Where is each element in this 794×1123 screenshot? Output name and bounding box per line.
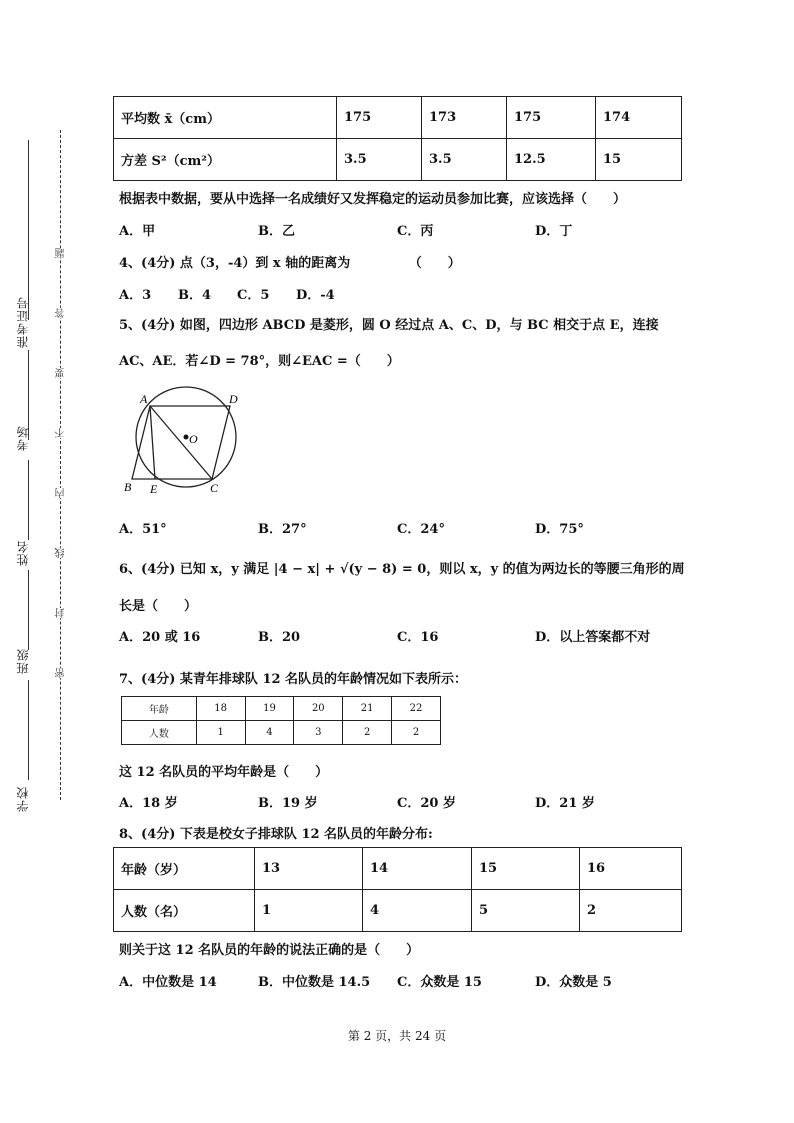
label-a: A (140, 392, 148, 406)
q8-stem: 8、(4分) 下表是校女子排球队 12 名队员的年龄分布: (119, 827, 433, 842)
stats-table (113, 96, 682, 181)
table-cell: 1 (255, 890, 363, 932)
table-row (114, 139, 682, 181)
seal-char: 内 (56, 488, 67, 498)
table-cell: 19 (245, 697, 294, 721)
q4-stem: 4、(4分) 点（3，-4）到 x 轴的距离为 （ ） (119, 256, 461, 271)
q8-age-table (113, 847, 682, 932)
table-cell: 人数 (122, 721, 197, 745)
table-cell: 14 (363, 848, 472, 890)
table-cell: 15 (472, 848, 580, 890)
q4-option-b[interactable]: B．4 (178, 288, 212, 303)
seal-char: 答 (56, 308, 67, 318)
table-cell: 3.5 (422, 139, 507, 181)
table-row (122, 721, 441, 745)
q6-option-c[interactable]: C．16 (397, 630, 439, 645)
binding-rule (28, 460, 29, 540)
page-footer: 第 2 页，共 24 页 (347, 1029, 447, 1043)
table-cell: 年龄 (122, 697, 197, 721)
table-row (114, 890, 682, 932)
binding-rule (28, 570, 29, 650)
seal-char: 要 (56, 368, 67, 378)
table-row (114, 848, 682, 890)
q4-option-a[interactable]: A．3 (119, 288, 152, 303)
segment-ac (150, 406, 212, 479)
q6-option-d[interactable]: D．以上答案都不对 (535, 630, 651, 645)
q7-stem: 7、(4分) 某青年排球队 12 名队员的年龄情况如下表所示： (119, 672, 468, 687)
binding-rule (28, 140, 29, 320)
table-cell: 5 (472, 890, 580, 932)
q5-option-a[interactable]: A．51° (119, 522, 167, 537)
table-cell: 22 (392, 697, 441, 721)
field-school: 学校 (16, 786, 30, 812)
seal-char: 密 (56, 668, 67, 678)
table-cell: 2 (580, 890, 682, 932)
table-cell: 173 (422, 97, 507, 139)
q4-option-c[interactable]: C．5 (237, 288, 270, 303)
table-cell: 2 (392, 721, 441, 745)
q8-option-a[interactable]: A．中位数是 14 (119, 975, 217, 990)
q8-option-b[interactable]: B．中位数是 14.5 (258, 975, 371, 990)
label-o: O (189, 432, 198, 446)
q7-option-b[interactable]: B．19 岁 (258, 796, 318, 811)
q4-option-d[interactable]: D．-4 (296, 288, 335, 303)
table-cell: 4 (363, 890, 472, 932)
q8-option-c[interactable]: C．众数是 15 (397, 975, 482, 990)
label-e: E (150, 482, 158, 496)
label-c: C (210, 481, 219, 495)
q7-option-a[interactable]: A．18 岁 (119, 796, 178, 811)
q7-age-table (121, 696, 441, 745)
label-b: B (124, 480, 132, 494)
field-exam-room: 考场 (16, 425, 30, 451)
table-cell: 3 (294, 721, 343, 745)
table-cell: 1 (196, 721, 245, 745)
table-cell: 4 (245, 721, 294, 745)
q3-option-a[interactable]: A．甲 (119, 224, 156, 239)
q7-question: 这 12 名队员的平均年龄是（ ） (119, 765, 329, 780)
table-cell: 3.5 (337, 139, 422, 181)
q3-stem: 根据表中数据，要从中选择一名成绩好又发挥稳定的运动员参加比赛，应该选择（ ） (119, 192, 627, 207)
q5-option-c[interactable]: C．24° (397, 522, 445, 537)
binding-rule (28, 680, 29, 780)
field-name: 姓名 (16, 540, 30, 566)
table-cell: 21 (343, 697, 392, 721)
table-cell: 13 (255, 848, 363, 890)
table-cell: 175 (507, 97, 596, 139)
q3-option-c[interactable]: C．丙 (397, 224, 434, 239)
q8-question: 则关于这 12 名队员的年龄的说法正确的是（ ） (119, 943, 420, 958)
seal-char: 题 (56, 248, 67, 258)
row-label-variance: 方差 S²（cm²） (114, 139, 337, 181)
q7-option-d[interactable]: D．21 岁 (535, 796, 595, 811)
table-row (122, 697, 441, 721)
seal-char: 线 (56, 548, 67, 558)
seal-char: 不 (56, 428, 67, 438)
table-row (114, 97, 682, 139)
rhombus-circle-figure (118, 384, 248, 500)
q6-stem-line1: 6、(4分) 已知 x，y 满足 |4 − x| + √(y − 8) = 0，则以 x，y 的值为两边长的等腰三角形的周 (119, 562, 685, 577)
table-cell: 12.5 (507, 139, 596, 181)
table-cell: 15 (596, 139, 682, 181)
q5-stem-line1: 5、(4分) 如图，四边形 ABCD 是菱形，圆 O 经过点 A、C、D，与 BC 相交于点 E，连接 (119, 318, 659, 333)
q3-option-b[interactable]: B．乙 (258, 224, 295, 239)
table-cell: 2 (343, 721, 392, 745)
segment-ae (150, 406, 155, 479)
q5-stem-line2: AC、AE．若∠D = 78°，则∠EAC =（ ） (119, 354, 400, 369)
q7-option-c[interactable]: C．20 岁 (397, 796, 456, 811)
field-class: 班级 (16, 648, 30, 674)
label-d: D (229, 392, 238, 406)
seal-line (60, 130, 61, 800)
table-cell: 16 (580, 848, 682, 890)
q3-option-d[interactable]: D．丁 (535, 224, 573, 239)
center-o (184, 435, 189, 440)
table-cell: 174 (596, 97, 682, 139)
table-cell: 18 (196, 697, 245, 721)
q8-option-d[interactable]: D．众数是 5 (535, 975, 612, 990)
q6-stem-line2: 长是（ ） (119, 599, 198, 614)
seal-char: 封 (56, 608, 67, 618)
row-label-mean: 平均数 x̄（cm） (114, 97, 337, 139)
q6-option-b[interactable]: B．20 (258, 630, 301, 645)
q6-option-a[interactable]: A．20 或 16 (119, 630, 201, 645)
table-cell: 20 (294, 697, 343, 721)
table-cell: 175 (337, 97, 422, 139)
field-exam-number: 准考证号 (16, 296, 30, 348)
table-cell: 人数（名） (114, 890, 255, 932)
table-cell: 年龄（岁） (114, 848, 255, 890)
q5-option-b[interactable]: B．27° (258, 522, 307, 537)
q5-option-d[interactable]: D．75° (535, 522, 584, 537)
